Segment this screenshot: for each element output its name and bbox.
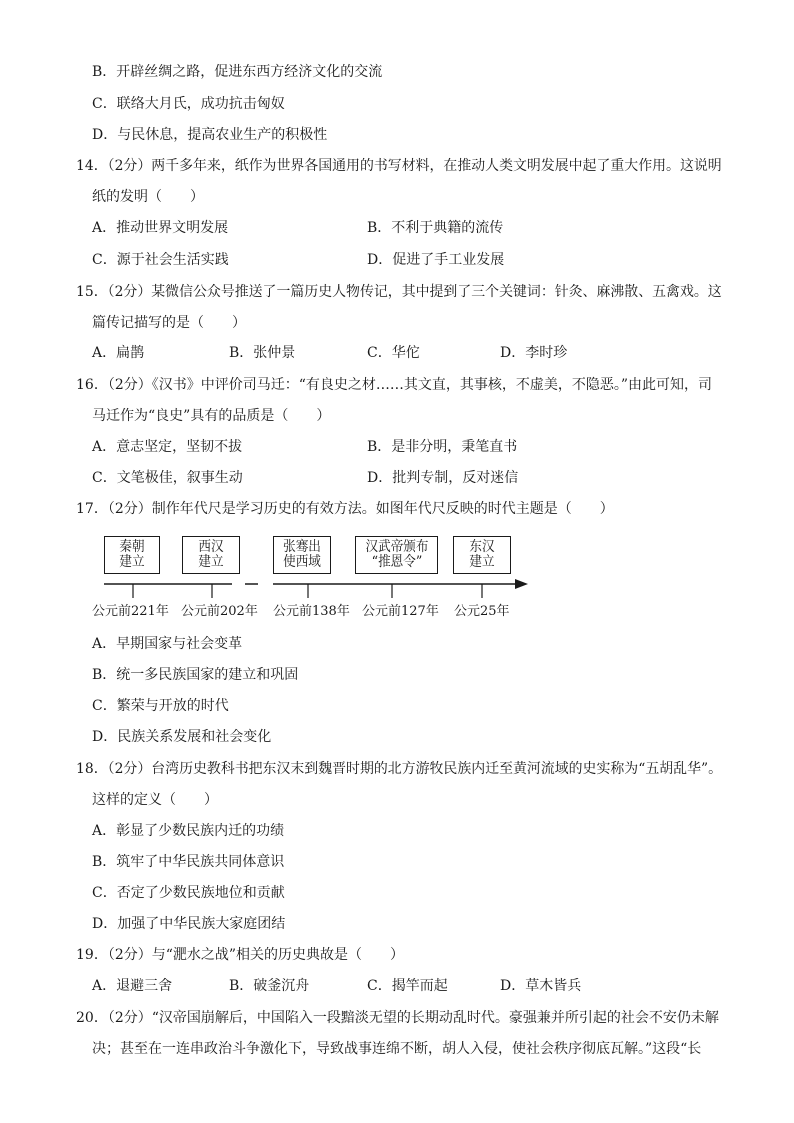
timeline-date: 公元前138年 <box>273 604 350 619</box>
q18-stem-cont: 这样的定义（ ） <box>92 792 218 808</box>
q17-option-a: A．早期国家与社会变革 <box>92 636 243 652</box>
q17-option-b: B．统一多民族国家的建立和巩固 <box>92 667 299 683</box>
q15-stem-cont: 篇传记描写的是（ ） <box>92 315 246 331</box>
q15-option-a: A．扁鹊 <box>92 345 145 361</box>
timeline-date: 公元前221年 <box>92 604 169 619</box>
q15-option-d: D．李时珍 <box>500 345 568 361</box>
timeline-date: 公元前202年 <box>181 604 258 619</box>
timeline-event-label: 西汉 建立 <box>198 539 224 570</box>
timeline-date: 公元25年 <box>454 604 510 619</box>
q17-option-c: C．繁荣与开放的时代 <box>92 698 229 714</box>
q18-option-d: D．加强了中华民族大家庭团结 <box>92 916 286 932</box>
q16-option-b: B．是非分明，秉笔直书 <box>367 439 518 455</box>
q13-option-c: C．联络大月氏，成功抗击匈奴 <box>92 96 285 112</box>
timeline-event-tui-en-ling <box>355 536 438 574</box>
q17-stem: 17．（2分）制作年代尺是学习历史的有效方法。如图年代尺反映的时代主题是（ ） <box>76 501 614 517</box>
timeline-figure <box>92 528 542 626</box>
q19-stem: 19．（2分）与“淝水之战”相关的历史典故是（ ） <box>76 947 405 963</box>
timeline-event-eastern-han <box>453 536 511 574</box>
q13-option-d: D．与民休息，提高农业生产的积极性 <box>92 127 328 143</box>
timeline-event-label: 汉武帝颁布 “推恩令” <box>365 539 428 570</box>
q19-option-d: D．草木皆兵 <box>500 978 582 994</box>
q17-option-d: D．民族关系发展和社会变化 <box>92 729 272 745</box>
timeline-event-label: 秦朝 建立 <box>119 539 145 570</box>
q14-option-c: C．源于社会生活实践 <box>92 252 229 268</box>
q20-stem-cont: 决；甚至在一连串政治斗争激化下，导致战事连绵不断，胡人入侵，使社会秩序彻底瓦解。”这段“长 <box>92 1041 702 1057</box>
timeline-event-label: 东汉 建立 <box>469 539 495 570</box>
q15-option-b: B．张仲景 <box>229 345 296 361</box>
timeline-event-zhang-qian <box>273 536 331 574</box>
q18-stem: 18．（2分）台湾历史教科书把东汉末到魏晋时期的北方游牧民族内迁至黄河流域的史实称为“五胡乱华”。 <box>76 761 723 777</box>
q15-stem: 15．（2分）某微信公众号推送了一篇历史人物传记，其中提到了三个关键词：针灸、麻沸散、五禽戏。这 <box>76 284 722 300</box>
q13-option-b: B．开辟丝绸之路，促进东西方经济文化的交流 <box>92 64 383 80</box>
q16-stem: 16．（2分）《汉书》中评价司马迁：“有良史之材……其文直，其事核，不虚美，不隐恶。”由此可知，司 <box>76 377 713 393</box>
q16-option-a: A．意志坚定，坚韧不拔 <box>92 439 243 455</box>
timeline-date: 公元前127年 <box>362 604 439 619</box>
q18-option-b: B．筑牢了中华民族共同体意识 <box>92 854 285 870</box>
timeline-event-western-han <box>182 536 240 574</box>
q14-option-b: B．不利于典籍的流传 <box>367 220 504 236</box>
q16-stem-cont: 马迁作为“良史”具有的品质是（ ） <box>92 408 331 424</box>
q19-option-b: B．破釜沉舟 <box>229 978 310 994</box>
q14-stem: 14．（2分）两千多年来，纸作为世界各国通用的书写材料，在推动人类文明发展中起了重大作用。这说明 <box>76 158 722 174</box>
q14-option-d: D．促进了手工业发展 <box>367 252 505 268</box>
q19-option-c: C．揭竿而起 <box>367 978 448 994</box>
timeline-event-label: 张骞出 使西域 <box>283 539 321 570</box>
timeline-event-qin <box>104 536 160 574</box>
q19-option-a: A．退避三舍 <box>92 978 173 994</box>
q14-option-a: A．推动世界文明发展 <box>92 220 229 236</box>
q16-option-d: D．批判专制，反对迷信 <box>367 470 519 486</box>
q14-stem-cont: 纸的发明（ ） <box>92 189 204 205</box>
q20-stem: 20．（2分）“汉帝国崩解后，中国陷入一段黯淡无望的长期动乱时代。豪强兼并所引起的社会不安仍未解 <box>76 1010 719 1026</box>
q18-option-a: A．彰显了少数民族内迁的功绩 <box>92 823 285 839</box>
q18-option-c: C．否定了少数民族地位和贡献 <box>92 885 285 901</box>
q16-option-c: C．文笔极佳，叙事生动 <box>92 470 243 486</box>
q15-option-c: C．华佗 <box>367 345 420 361</box>
